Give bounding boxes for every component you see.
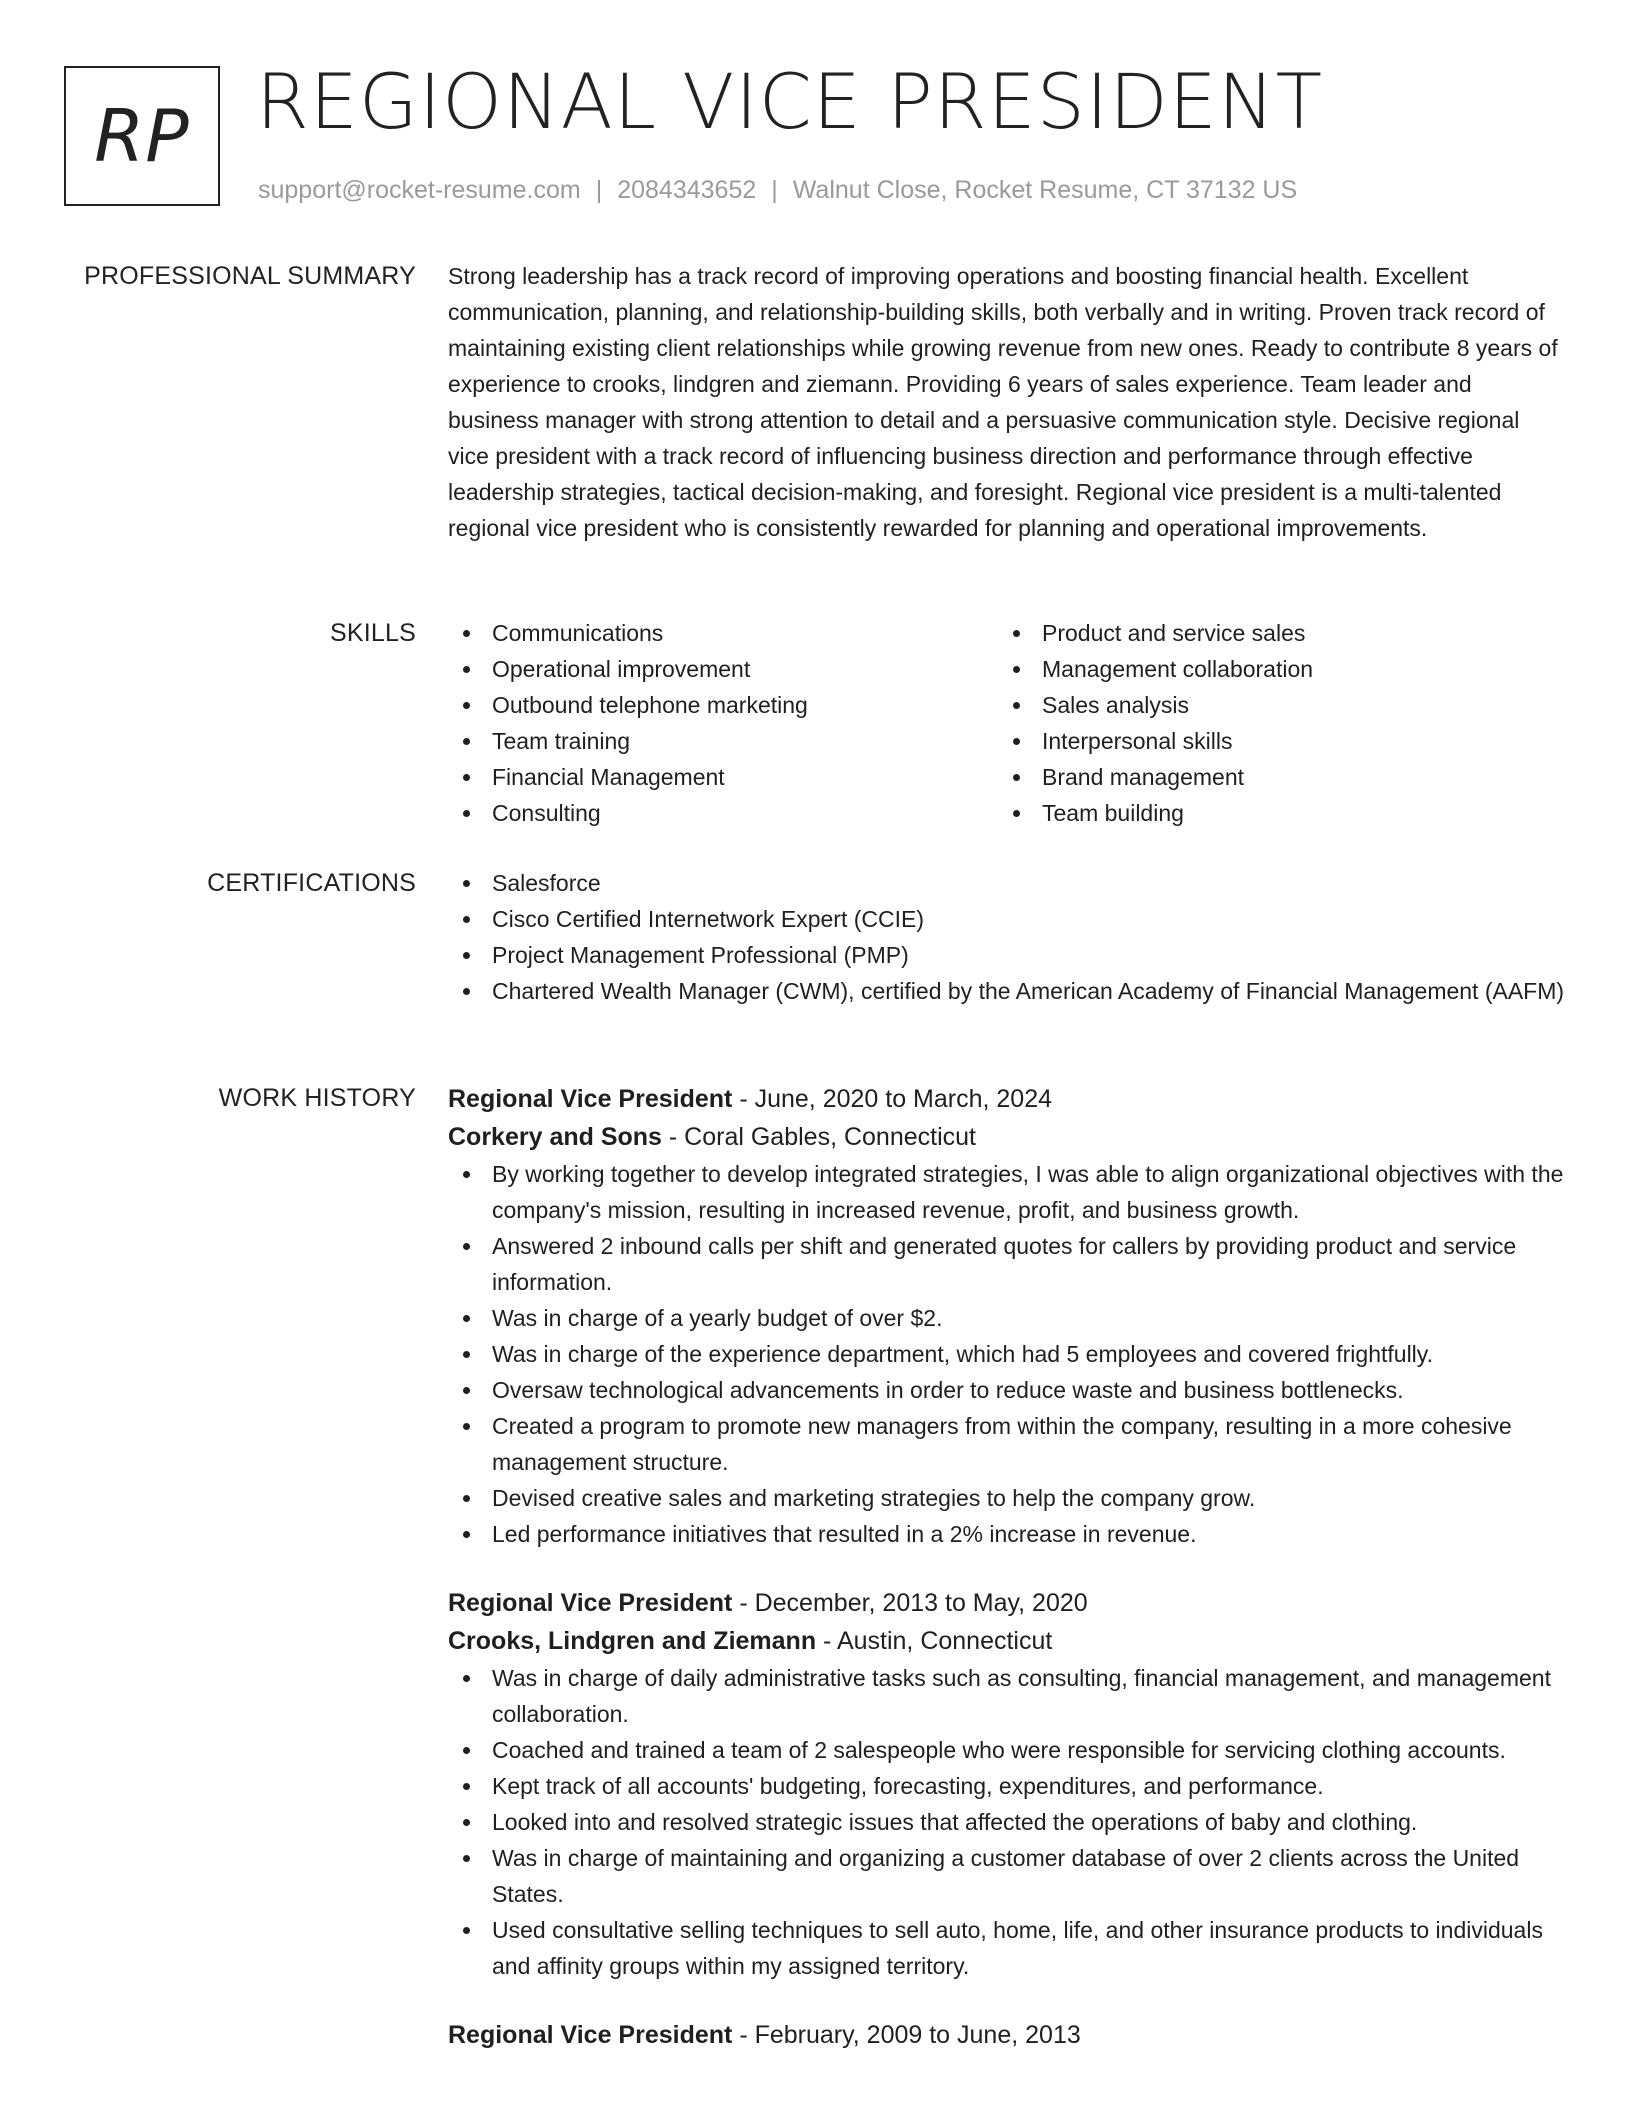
certifications-list xyxy=(448,865,1566,1009)
skills-list-left xyxy=(448,615,998,831)
job-bullet: Was in charge of a yearly budget of over $2. xyxy=(448,1300,1566,1336)
skill-item: Interpersonal skills xyxy=(998,723,1548,759)
job-title-line xyxy=(448,1584,1566,1622)
certifications-body xyxy=(448,865,1566,1009)
job-entry xyxy=(448,1584,1566,1984)
contact-line xyxy=(258,172,1297,208)
job-location: - Austin, Connecticut xyxy=(823,1627,1053,1655)
summary-text: Strong leadership has a track record of improving operations and boosting financial health. Excellent communication, planning, and relationship-building skills, both verbally and in writing. Proven track record of maintaining existing client relationships while growing revenue from new ones. Ready to contribute 8 years of experience to crooks, lindgren and ziemann. Providing 6 years of sales experience. Team leader and business manager with strong attention to detail and a persuasive communication style. Decisive regional vice president with a track record of influencing business direction and performance through effective leadership strategies, tactical decision-making, and foresight. Regional vice president is a multi-talented regional vice president who is consistently rewarded for planning and operational improvements. xyxy=(448,263,1558,541)
job-bullet: Used consultative selling techniques to sell auto, home, life, and other insurance products to individuals and affinity groups within my assigned territory. xyxy=(448,1912,1566,1984)
job-location: - Coral Gables, Connecticut xyxy=(668,1123,976,1151)
job-bullet: Was in charge of maintaining and organizing a customer database of over 2 clients across the United States. xyxy=(448,1840,1566,1912)
job-bullet: Created a program to promote new managers from within the company, resulting in a more cohesive management structure. xyxy=(448,1408,1566,1480)
contact-separator: | xyxy=(771,176,778,204)
skill-item: Team training xyxy=(448,723,998,759)
skills-list-right xyxy=(998,615,1548,831)
job-dates: - December, 2013 to May, 2020 xyxy=(739,1589,1088,1617)
job-title-line xyxy=(448,2016,1566,2054)
skill-item: Brand management xyxy=(998,759,1548,795)
job-dates: - February, 2009 to June, 2013 xyxy=(739,2021,1081,2049)
job-company-line xyxy=(448,1118,1566,1156)
skill-item: Financial Management xyxy=(448,759,998,795)
job-bullet: Devised creative sales and marketing strategies to help the company grow. xyxy=(448,1480,1566,1516)
contact-address: Walnut Close, Rocket Resume, CT 37132 US xyxy=(792,176,1298,204)
summary-body xyxy=(448,258,1566,546)
job-company: Crooks, Lindgren and Ziemann xyxy=(448,1627,817,1655)
job-entry xyxy=(448,1080,1566,1552)
job-bullet: Oversaw technological advancements in order to reduce waste and business bottlenecks. xyxy=(448,1372,1566,1408)
job-bullets xyxy=(448,1156,1566,1552)
job-bullets xyxy=(448,1660,1566,1984)
work-history-body xyxy=(448,1080,1566,2054)
skill-item: Product and service sales xyxy=(998,615,1548,651)
job-bullet: Answered 2 inbound calls per shift and generated quotes for callers by providing product and service information. xyxy=(448,1228,1566,1300)
job-title: Regional Vice President xyxy=(448,2021,733,2049)
job-company: Corkery and Sons xyxy=(448,1123,662,1151)
certifications-heading: CERTIFICATIONS xyxy=(207,869,416,897)
job-bullet: Kept track of all accounts' budgeting, forecasting, expenditures, and performance. xyxy=(448,1768,1566,1804)
skill-item: Communications xyxy=(448,615,998,651)
skill-item: Consulting xyxy=(448,795,998,831)
skill-item: Team building xyxy=(998,795,1548,831)
skills-heading: SKILLS xyxy=(330,619,416,647)
skill-item: Sales analysis xyxy=(998,687,1548,723)
job-bullet: Led performance initiatives that resulted in a 2% increase in revenue. xyxy=(448,1516,1566,1552)
job-entry xyxy=(448,2016,1566,2054)
job-dates: - June, 2020 to March, 2024 xyxy=(739,1085,1053,1113)
skill-item: Outbound telephone marketing xyxy=(448,687,998,723)
certification-item: Project Management Professional (PMP) xyxy=(448,937,1566,973)
certification-item: Salesforce xyxy=(448,865,1566,901)
job-bullet: Coached and trained a team of 2 salespeople who were responsible for servicing clothing accounts. xyxy=(448,1732,1566,1768)
job-bullet: Was in charge of the experience department, which had 5 employees and covered frightfully. xyxy=(448,1336,1566,1372)
skills-body xyxy=(448,615,1566,831)
job-bullet: By working together to develop integrated strategies, I was able to align organizational objectives with the company's mission, resulting in increased revenue, profit, and business growth. xyxy=(448,1156,1566,1228)
work-history-heading: WORK HISTORY xyxy=(218,1084,416,1112)
contact-separator: | xyxy=(595,176,603,204)
job-bullet: Was in charge of daily administrative tasks such as consulting, financial management, and management collaboration. xyxy=(448,1660,1566,1732)
job-title-line xyxy=(448,1080,1566,1118)
job-title: Regional Vice President xyxy=(448,1589,733,1617)
skill-item: Operational improvement xyxy=(448,651,998,687)
monogram-logo: RP xyxy=(64,66,220,206)
contact-email[interactable]: support@rocket-resume.com xyxy=(258,176,581,204)
skill-item: Management collaboration xyxy=(998,651,1548,687)
certification-item: Cisco Certified Internetwork Expert (CCIE) xyxy=(448,901,1566,937)
certification-item: Chartered Wealth Manager (CWM), certified by the American Academy of Financial Management (AAFM) xyxy=(448,973,1566,1009)
contact-phone[interactable]: 2084343652 xyxy=(617,176,757,204)
job-title: Regional Vice President xyxy=(448,1085,733,1113)
job-company-line xyxy=(448,1622,1566,1660)
page-title: REGIONAL VICE PRESIDENT xyxy=(256,57,1324,146)
job-bullet: Looked into and resolved strategic issues that affected the operations of baby and clothing. xyxy=(448,1804,1566,1840)
summary-heading: PROFESSIONAL SUMMARY xyxy=(84,262,416,290)
